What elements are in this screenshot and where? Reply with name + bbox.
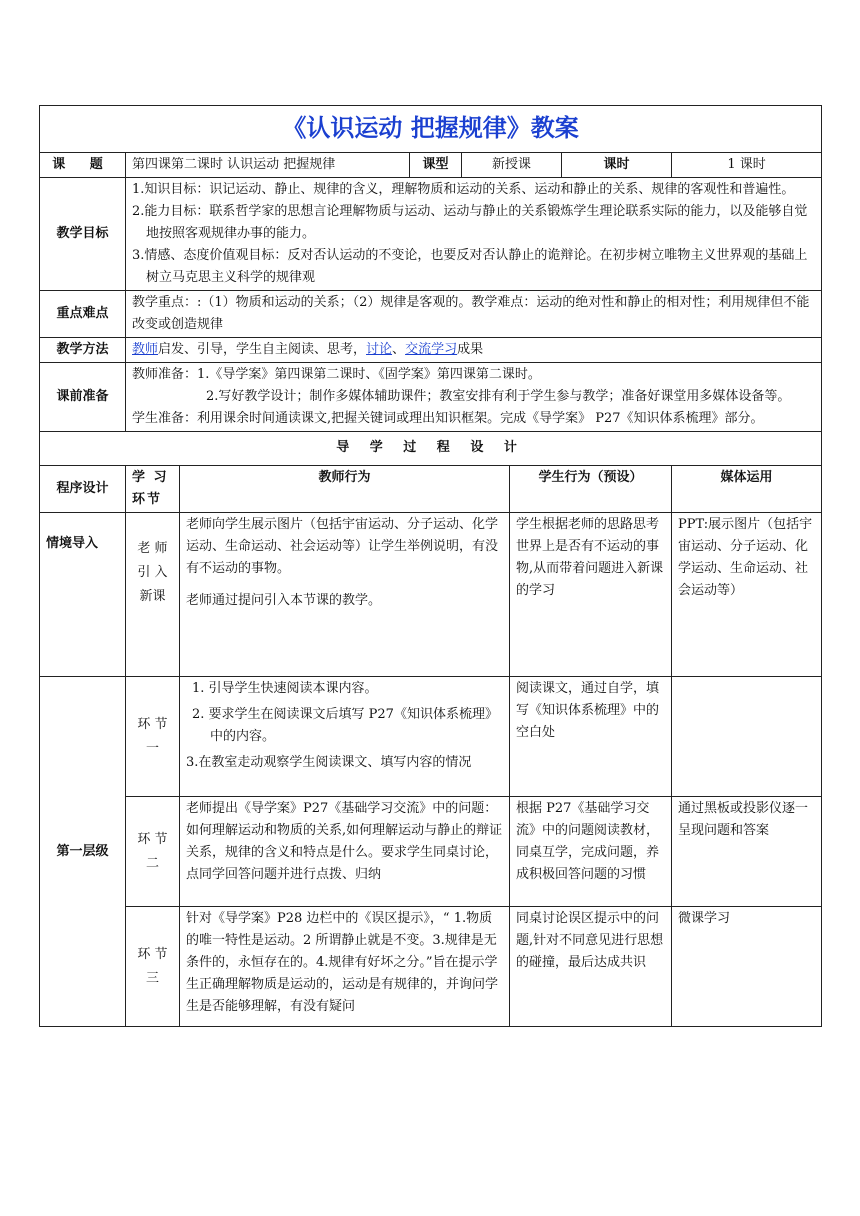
preparation-label: 课前准备 [40, 363, 126, 432]
intro-teacher [180, 513, 510, 677]
level1-row-2 [40, 797, 822, 907]
level1-media-2: 通过黑板或投影仪逐一呈现问题和答案 [672, 797, 822, 907]
course-info-row [40, 153, 822, 178]
objective-ability: 2.能力目标：联系哲学家的思想言论理解物质与运动、运动与静止的关系锻炼学生理论联系实际的能力，以及能够自觉地按照客观规律办事的能力。 [132, 204, 808, 241]
type-label: 课型 [410, 153, 462, 178]
col-program: 程序设计 [40, 466, 126, 513]
course-label: 课 题 [40, 153, 126, 178]
intro-media: PPT:展示图片（包括宇宙运动、分子运动、化学运动、生命运动、社会运动等） [672, 513, 822, 677]
preparation-row [40, 363, 822, 432]
intro-teacher-p2: 老师通过提问引入本节课的教学。 [186, 593, 382, 608]
col-stage: 学 习 环节 [126, 466, 180, 513]
objective-attitude: 3.情感、态度价值观目标：反对否认运动的不变论，也要反对否认静止的诡辩论。在初步树立唯物主义世界观的基础上树立马克思主义科学的规律观 [132, 248, 808, 285]
methods-text [126, 338, 822, 363]
methods-row [40, 338, 822, 363]
level1-stage-1: 环 节 一 [126, 677, 180, 797]
discussion-link[interactable]: 讨论 [366, 342, 393, 357]
level1-row-3 [40, 907, 822, 1027]
lesson-plan-table [39, 105, 822, 1027]
document-title: 《认识运动 把握规律》教案 [40, 106, 822, 153]
intro-row [40, 513, 822, 677]
teacher-prep-2: 2.写好教学设计；制作多媒体辅助课件；教室安排有利于学生参与教学；准备好课堂用多媒体设备等。 [206, 389, 791, 404]
objectives-row [40, 178, 822, 291]
level1-teacher-3: 针对《导学案》P28 边栏中的《误区提示》，“ 1.物质的唯一特性是运动。2 所谓静止就是不变。3.规律是无条件的，永恒存在的。4.规律有好坏之分。”旨在提示学生正确理解物质是运动的，运动是有规律的，并询问学生是否能够理解，有没有疑问 [180, 907, 510, 1027]
objectives-label: 教学目标 [40, 178, 126, 291]
level1-teacher-1-item-3: 3.在教室走动观察学生阅读课文、填写内容的情况 [186, 755, 472, 770]
student-prep: 学生准备：利用课余时间通读课文,把握关键词或理出知识框架。完成《导学案》 P27《知识体系梳理》部分。 [132, 411, 764, 426]
methods-text-2: 成果 [457, 342, 484, 357]
level1-stage-3: 环 节 三 [126, 907, 180, 1027]
course-value: 第四课第二课时 认识运动 把握规律 [126, 153, 410, 178]
teacher-link[interactable]: 教师 [132, 342, 159, 357]
methods-separator: 、 [392, 342, 406, 357]
key-points-label: 重点难点 [40, 291, 126, 338]
level1-teacher-1 [180, 677, 510, 797]
methods-label: 教学方法 [40, 338, 126, 363]
preparation-content [126, 363, 822, 432]
intro-student: 学生根据老师的思路思考世界上是否有不运动的事物,从而带着问题进入新课的学习 [510, 513, 672, 677]
level1-row-1 [40, 677, 822, 797]
level1-stage-2: 环 节 二 [126, 797, 180, 907]
teacher-prep-1: 教师准备：1.《导学案》第四课第二课时、《固学案》第四课第二课时。 [132, 367, 541, 382]
objectives-content [126, 178, 822, 291]
col-teacher: 教师行为 [180, 466, 510, 513]
level1-teacher-2: 老师提出《导学案》P27《基础学习交流》中的问题：如何理解运动和物质的关系,如何理解运动与静止的辩证关系，规律的含义和特点是什么。要求学生同桌讨论，点同学回答问题并进行点拨、归纳 [180, 797, 510, 907]
process-title: 导 学 过 程 设 计 [40, 432, 822, 466]
level1-teacher-1-item-2: 2. 要求学生在阅读课文后填写 P27《知识体系梳理》中的内容。 [192, 707, 498, 744]
intro-stage: 老 师 引 入 新课 [126, 513, 180, 677]
column-header-row [40, 466, 822, 513]
lesson-plan-page [39, 105, 821, 1027]
methods-text-1: 启发、引导，学生自主阅读、思考， [158, 342, 367, 357]
process-title-row [40, 432, 822, 466]
level1-student-1: 阅读课文，通过自学，填写《知识体系梳理》中的空白处 [510, 677, 672, 797]
level1-media-1 [672, 677, 822, 797]
key-points-text: 教学重点：:（1）物质和运动的关系；（2）规律是客观的。教学难点：运动的绝对性和静止的相对性；利用规律但不能改变或创造规律 [126, 291, 822, 338]
level1-student-3: 同桌讨论误区提示中的问题,针对不同意见进行思想的碰撞，最后达成共识 [510, 907, 672, 1027]
level1-media-3: 微课学习 [672, 907, 822, 1027]
col-student: 学生行为（预设） [510, 466, 672, 513]
level1-teacher-1-item-1: 1. 引导学生快速阅读本课内容。 [192, 681, 378, 696]
intro-program: 情境导入 [40, 513, 126, 677]
level1-student-2: 根据 P27《基础学习交流》中的问题阅读教材，同桌互学，完成问题，养成积极回答问题的习惯 [510, 797, 672, 907]
exchange-learning-link[interactable]: 交流学习 [405, 342, 458, 357]
col-media: 媒体运用 [672, 466, 822, 513]
hours-value: 1 课时 [672, 153, 822, 178]
level1-program: 第一层级 [40, 677, 126, 1027]
objective-knowledge: 1.知识目标：识记运动、静止、规律的含义，理解物质和运动的关系、运动和静止的关系、规律的客观性和普遍性。 [132, 182, 795, 197]
key-points-row [40, 291, 822, 338]
hours-label: 课时 [562, 153, 672, 178]
type-value: 新授课 [462, 153, 562, 178]
intro-teacher-p1: 老师向学生展示图片（包括宇宙运动、分子运动、化学运动、生命运动、社会运动等）让学生举例说明，有没有不运动的事物。 [186, 517, 499, 576]
